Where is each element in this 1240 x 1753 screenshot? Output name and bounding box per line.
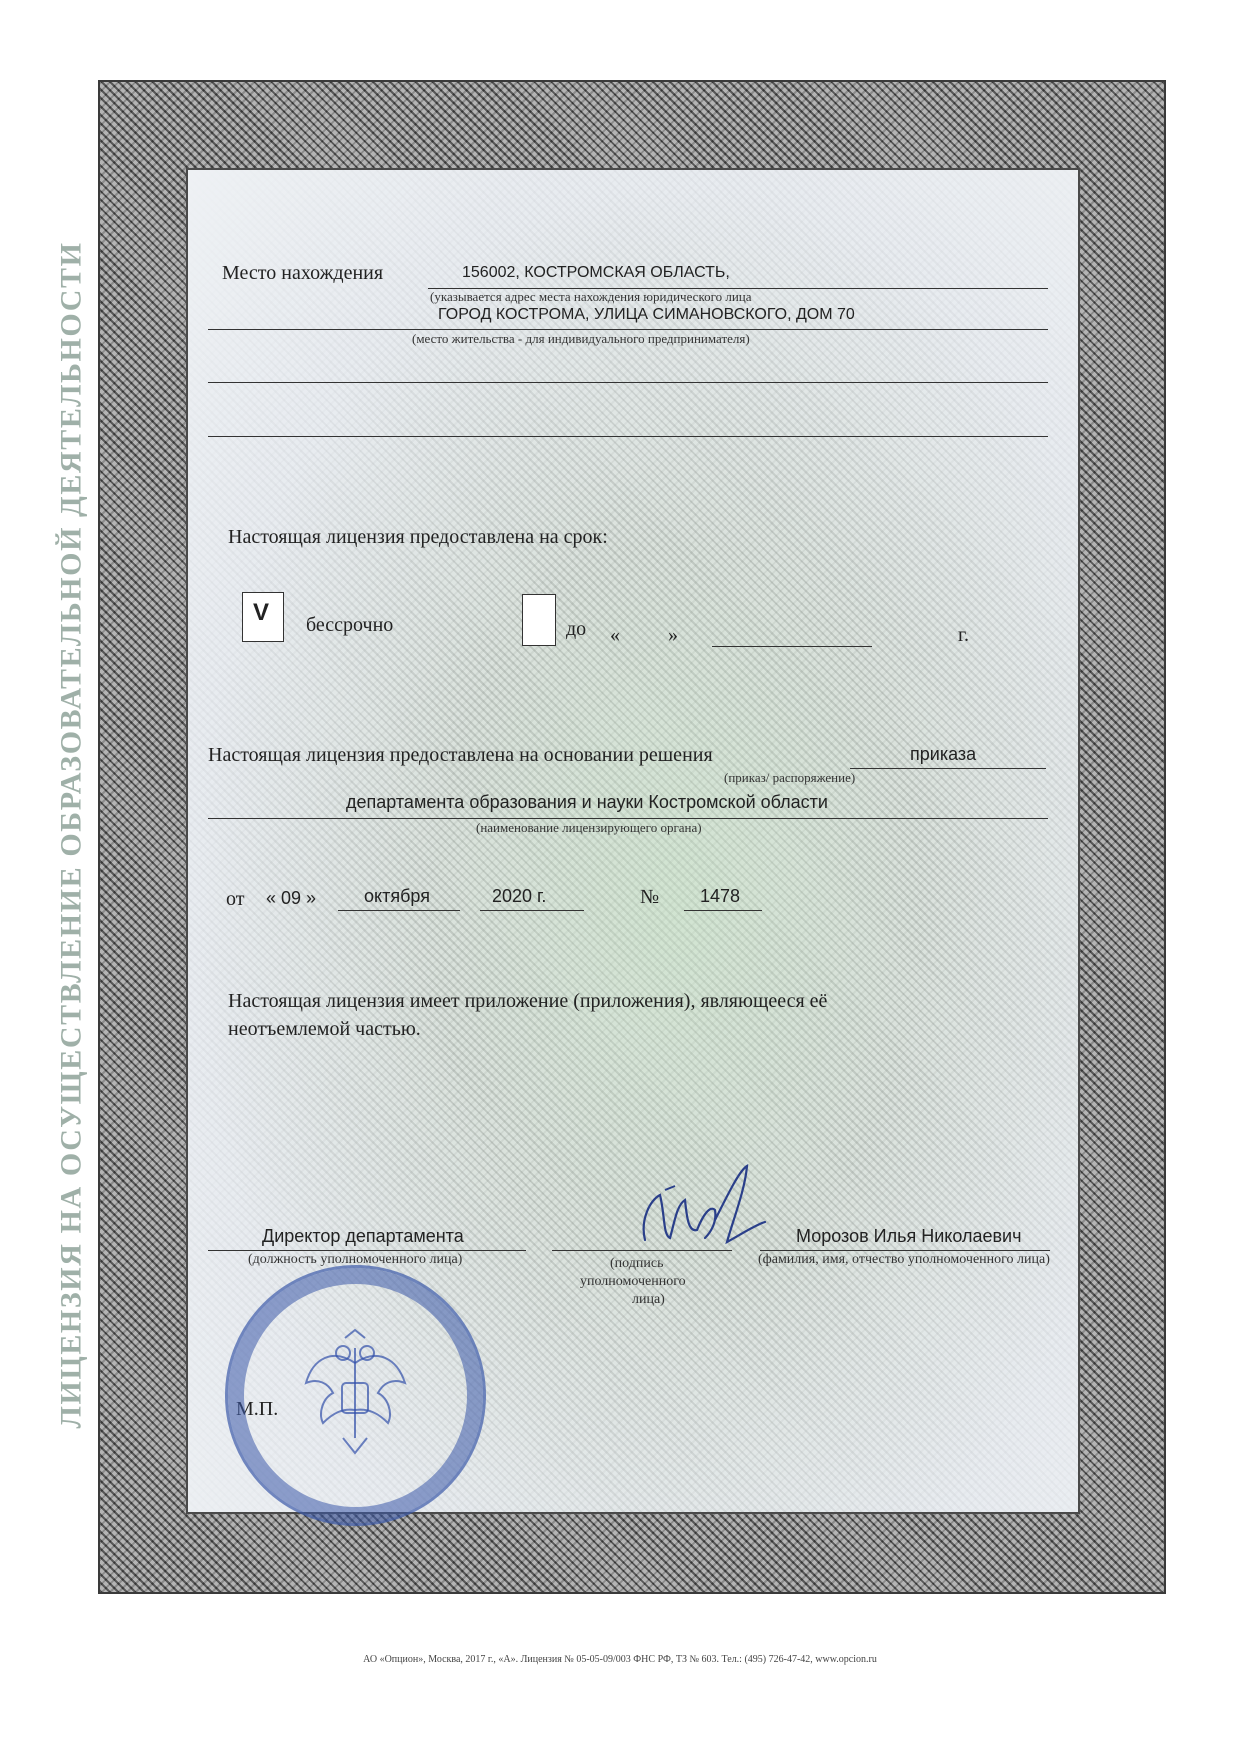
decision-hint: (приказ/ распоряжение) <box>724 770 856 785</box>
official-seal <box>225 1265 486 1526</box>
year-line <box>480 910 584 911</box>
authority-name: департамента образования и науки Костромской области <box>346 792 828 812</box>
location-line1: 156002, КОСТРОМСКАЯ ОБЛАСТЬ, <box>462 264 730 281</box>
decision-type: приказа <box>910 744 977 764</box>
basis-heading: Настоящая лицензия предоставлена на основании решения <box>208 744 713 766</box>
location-underline-3 <box>208 382 1048 383</box>
location-line2: ГОРОД КОСТРОМА, УЛИЦА СИМАНОВСКОГО, ДОМ 70 <box>438 306 855 323</box>
mp-label: М.П. <box>236 1398 279 1420</box>
until-checkbox <box>522 594 556 646</box>
decision-type-line <box>850 768 1046 769</box>
appendix-text-2: неотъемлемой частью. <box>228 1018 421 1040</box>
position-hint: (должность уполномоченного лица) <box>248 1252 463 1267</box>
number-line <box>684 910 762 911</box>
signer-name: Морозов Илья Николаевич <box>796 1226 1022 1246</box>
name-hint: (фамилия, имя, отчество уполномоченного лица) <box>758 1252 1050 1267</box>
coat-of-arms-icon <box>298 1328 413 1458</box>
month-line <box>338 910 460 911</box>
handwritten-signature <box>615 1160 775 1260</box>
name-line <box>760 1250 1050 1251</box>
unlimited-label: бессрочно <box>306 614 394 636</box>
until-date-line <box>712 646 872 647</box>
signature-hint-2: уполномоченного <box>580 1274 686 1289</box>
term-heading: Настоящая лицензия предоставлена на срок: <box>228 526 608 548</box>
location-hint2: (место жительства - для индивидуального предпринимателя) <box>412 331 750 346</box>
checkbox-mark: V <box>253 599 270 626</box>
location-underline-4 <box>208 436 1048 437</box>
printer-footer: АО «Опцион», Москва, 2017 г., «А». Лицензия № 05-05-09/003 ФНС РФ, ТЗ № 603. Тел.: (495) 726-47-42, www.opcion.ru <box>363 1654 877 1665</box>
authority-hint: (наименование лицензирующего органа) <box>476 820 702 835</box>
appendix-text-1: Настоящая лицензия имеет приложение (приложения), являющееся её <box>228 990 828 1012</box>
year-suffix: г. <box>958 624 969 646</box>
decision-day: « 09 » <box>266 888 317 908</box>
signature-hint-1: (подпись <box>610 1256 664 1271</box>
number-sign: № <box>640 886 660 908</box>
decision-year: 2020 г. <box>492 886 547 906</box>
authority-line <box>208 818 1048 819</box>
decision-number: 1478 <box>700 886 741 906</box>
until-label: до <box>566 618 587 640</box>
from-label: от <box>226 888 245 910</box>
side-title-text: ЛИЦЕНЗИЯ НА ОСУЩЕСТВЛЕНИЕ ОБРАЗОВАТЕЛЬНОЙ ДЕЯТЕЛЬНОСТИ <box>54 241 88 1429</box>
location-label: Место нахождения <box>222 262 384 284</box>
decision-month: октября <box>364 886 430 906</box>
position-line <box>208 1250 526 1251</box>
signer-position: Директор департамента <box>262 1226 464 1246</box>
unlimited-checkbox <box>242 592 284 642</box>
signature-hint-3: лица) <box>632 1292 665 1307</box>
side-title <box>40 80 102 1590</box>
location-hint1: (указывается адрес места нахождения юридического лица <box>430 289 752 304</box>
quote-open: « <box>610 624 620 646</box>
location-underline-2 <box>208 329 1048 330</box>
quote-close: » <box>668 624 678 646</box>
